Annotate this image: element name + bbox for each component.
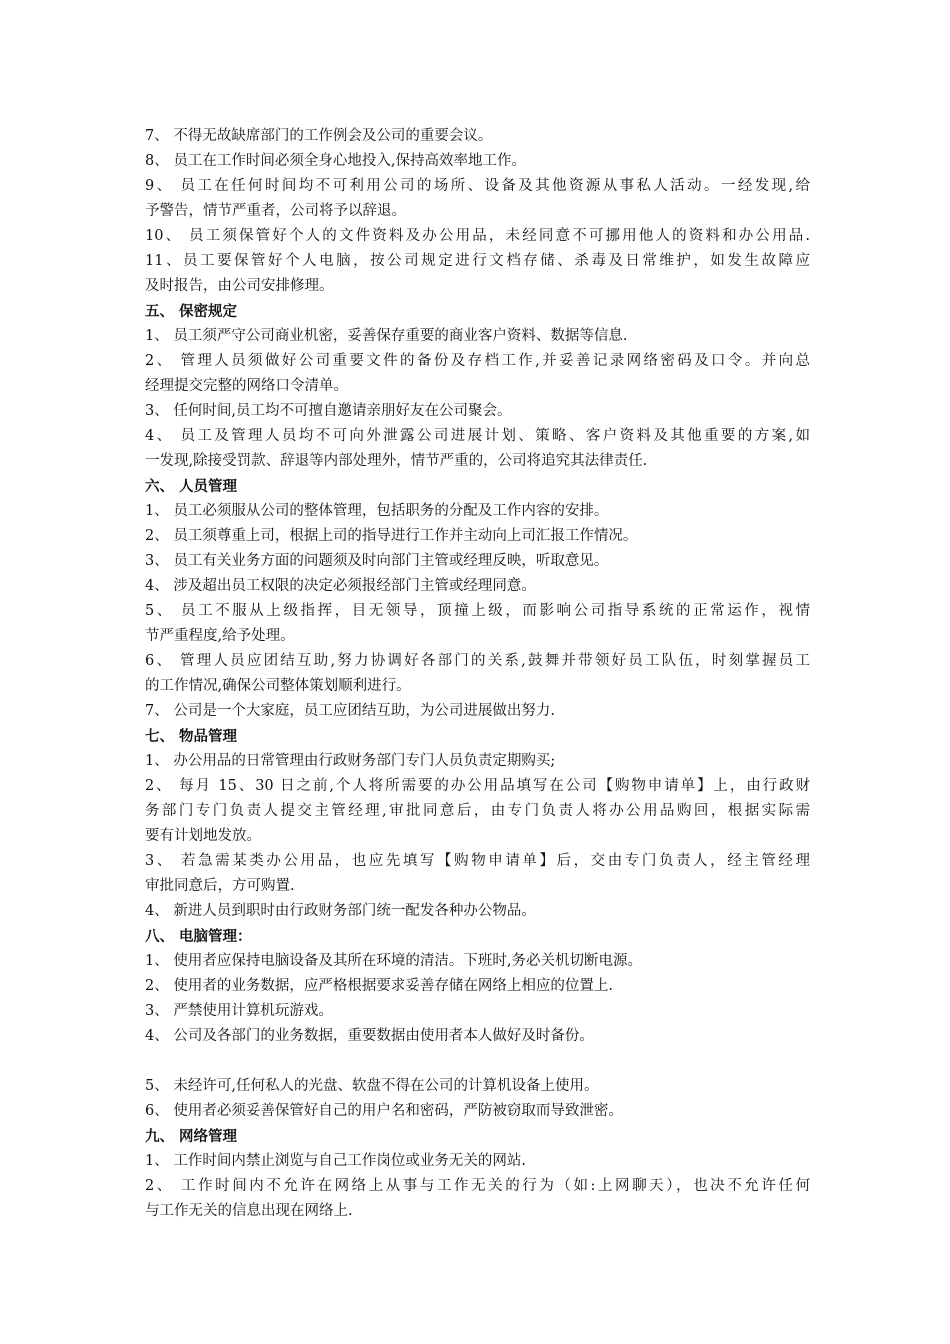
paragraph-line: 4、 涉及超出员工权限的决定必须报经部门主管或经理同意。	[145, 578, 536, 594]
paragraph-line: 2、 工作时间内不允许在网络上从事与工作无关的行为（如:上网聊天），也决不允许任何	[145, 1178, 810, 1194]
paragraph-line: 节严重程度,给予处理。	[145, 628, 295, 644]
section-heading: 六、 人员管理	[145, 478, 238, 495]
paragraph-line: 的工作情况,确保公司整体策划顺利进行。	[145, 678, 411, 694]
paragraph-line: 2、 员工须尊重上司，根据上司的指导进行工作并主动向上司汇报工作情况。	[145, 528, 638, 544]
paragraph-line: 2、 管理人员须做好公司重要文件的备份及存档工作,并妥善记录网络密码及口令。并向总	[145, 353, 810, 369]
paragraph-line: 10、 员工须保管好个人的文件资料及办公用品，未经同意不可挪用他人的资料和办公用品.	[145, 228, 810, 244]
paragraph-line: 审批同意后，方可购置.	[145, 878, 295, 894]
paragraph-line: 7、 不得无故缺席部门的工作例会及公司的重要会议。	[145, 128, 493, 144]
paragraph-line: 1、 员工须严守公司商业机密，妥善保存重要的商业客户资料、数据等信息.	[145, 328, 628, 344]
paragraph-line: 8、 员工在工作时间必须全身心地投入,保持高效率地工作。	[145, 153, 526, 169]
paragraph-line: 1、 员工必须服从公司的整体管理，包括职务的分配及工作内容的安排。	[145, 503, 609, 519]
paragraph-line: 11、员工要保管好个人电脑，按公司规定进行文档存储、杀毒及日常维护，如发生故障应	[145, 253, 810, 269]
paragraph-line: 经理提交完整的网络口令清单。	[145, 378, 348, 394]
paragraph-line: 与工作无关的信息出现在网络上.	[145, 1203, 353, 1219]
paragraph-line: 4、 员工及管理人员均不可向外泄露公司进展计划、策略、客户资料及其他重要的方案,如	[145, 428, 810, 444]
paragraph-line: 7、 公司是一个大家庭，员工应团结互助，为公司进展做出努力.	[145, 703, 555, 719]
paragraph-line: 3、 员工有关业务方面的问题须及时向部门主管或经理反映，听取意见。	[145, 553, 609, 569]
paragraph-line: 3、 严禁使用计算机玩游戏。	[145, 1003, 333, 1019]
paragraph-line: 一发现,除接受罚款、辞退等内部处理外，情节严重的，公司将追究其法律责任.	[145, 453, 648, 469]
blank-line	[145, 1049, 810, 1074]
paragraph-line: 1、 工作时间内禁止浏览与自己工作岗位或业务无关的网站.	[145, 1153, 526, 1169]
section-heading: 八、 电脑管理：	[145, 928, 252, 945]
section-heading: 五、 保密规定	[145, 303, 238, 320]
paragraph-line: 4、 公司及各部门的业务数据，重要数据由使用者本人做好及时备份。	[145, 1028, 594, 1044]
paragraph-line: 务部门专门负责人提交主管经理,审批同意后，由专门负责人将办公用品购回，根据实际需	[145, 803, 810, 819]
paragraph-line: 2、 每月 15、30 日之前,个人将所需要的办公用品填写在公司【购物申请单】上，由行政财	[145, 778, 810, 794]
paragraph-line: 5、 未经许可,任何私人的光盘、软盘不得在公司的计算机设备上使用。	[145, 1078, 599, 1094]
section-heading: 七、 物品管理	[145, 728, 238, 745]
paragraph-line: 5、 员工不服从上级指挥，目无领导，顶撞上级，而影响公司指导系统的正常运作，视情	[145, 603, 810, 619]
section-heading: 九、 网络管理	[145, 1128, 238, 1145]
paragraph-line: 2、 使用者的业务数据，应严格根据要求妥善存储在网络上相应的位置上.	[145, 978, 613, 994]
paragraph-line: 及时报告，由公司安排修理。	[145, 278, 334, 294]
paragraph-line: 6、 管理人员应团结互助,努力协调好各部门的关系,鼓舞并带领好员工队伍，时刻掌握员工	[145, 653, 810, 669]
paragraph-line: 9、 员工在任何时间均不可利用公司的场所、设备及其他资源从事私人活动。一经发现,给	[145, 178, 810, 194]
document-page	[145, 124, 810, 1224]
paragraph-line: 1、 使用者应保持电脑设备及其所在环境的清洁。下班时,务必关机切断电源。	[145, 953, 642, 969]
paragraph-line: 1、 办公用品的日常管理由行政财务部门专门人员负责定期购买;	[145, 753, 556, 769]
paragraph-line: 要有计划地发放。	[145, 828, 261, 844]
paragraph-line: 3、 任何时间,员工均不可擅自邀请亲朋好友在公司聚会。	[145, 403, 512, 419]
paragraph-line: 予警告，情节严重者，公司将予以辞退。	[145, 203, 406, 219]
paragraph-line: 4、 新进人员到职时由行政财务部门统一配发各种办公物品。	[145, 903, 536, 919]
paragraph-line: 3、 若急需某类办公用品，也应先填写【购物申请单】后，交由专门负责人，经主管经理	[145, 853, 810, 869]
paragraph-line: 6、 使用者必须妥善保管好自己的用户名和密码，严防被窃取而导致泄密。	[145, 1103, 623, 1119]
